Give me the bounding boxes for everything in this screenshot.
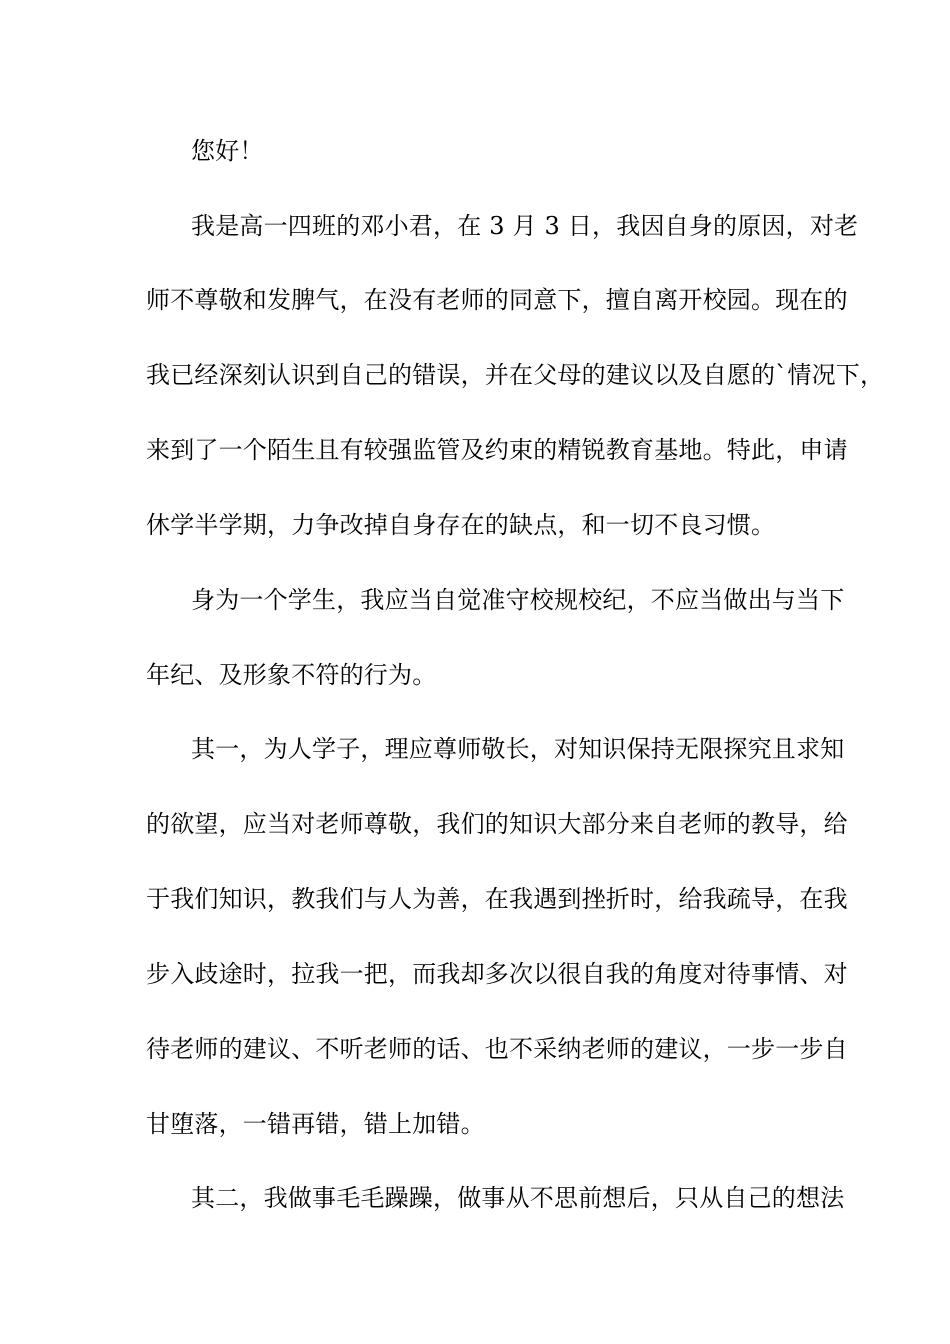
paragraph-3-line-5: 待老师的建议、不听老师的话、也不采纳老师的建议，一步一步自 xyxy=(146,1035,848,1063)
paragraph-1-line-3: 我已经深刻认识到自己的错误，并在父母的建议以及自愿的`情况下， xyxy=(146,361,885,389)
paragraph-3-line-3: 于我们知识，教我们与人为善，在我遇到挫折时，给我疏导，在我 xyxy=(146,885,848,913)
paragraph-3-line-1: 其一，为人学子，理应尊师敬长，对知识保持无限探究且求知 xyxy=(191,735,845,763)
paragraph-1-line-4: 来到了一个陌生且有较强监管及约束的精锐教育基地。特此，申请 xyxy=(146,436,848,464)
paragraph-2-line-2: 年纪、及形象不符的行为。 xyxy=(146,661,437,689)
paragraph-2-line-1: 身为一个学生，我应当自觉准守校规校纪，不应当做出与当下 xyxy=(191,586,845,614)
paragraph-1-line-2: 师不尊敬和发脾气，在没有老师的同意下，擅自离开校园。现在的 xyxy=(146,286,848,314)
paragraph-1-line-1: 我是高一四班的邓小君，在 3 月 3 日，我因自身的原因，对老 xyxy=(191,212,859,240)
greeting-line: 您好！ xyxy=(191,137,264,165)
paragraph-4-line-1: 其二，我做事毛毛躁躁，做事从不思前想后，只从自己的想法 xyxy=(191,1184,845,1212)
paragraph-3-line-2: 的欲望，应当对老师尊敬，我们的知识大部分来自老师的教导，给 xyxy=(146,810,848,838)
paragraph-3-line-6: 甘堕落，一错再错，错上加错。 xyxy=(146,1110,485,1138)
paragraph-3-line-4: 步入歧途时，拉我一把，而我却多次以很自我的角度对待事情、对 xyxy=(146,960,848,988)
paragraph-1-line-5: 休学半学期，力争改掉自身存在的缺点，和一切不良习惯。 xyxy=(146,511,776,539)
